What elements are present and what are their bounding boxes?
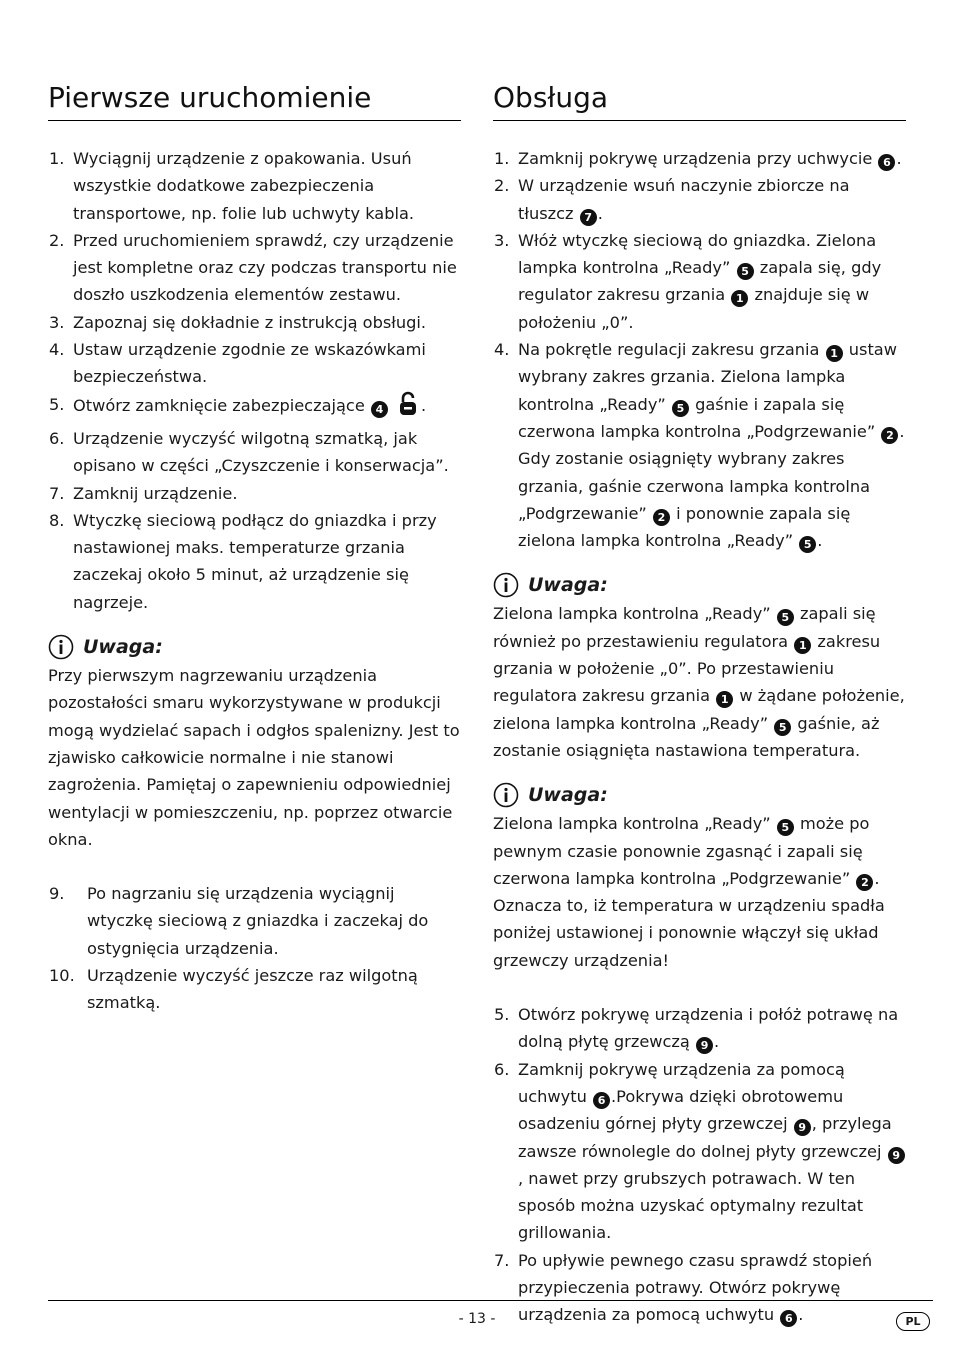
part-number-badge: 9	[696, 1037, 713, 1054]
list-item: 7. Zamknij urządzenie.	[49, 483, 238, 503]
part-number-badge: 1	[826, 345, 843, 362]
note-heading: Uwaga:	[48, 632, 461, 662]
list-item: 7. Po upływie pewnego czasu sprawdź stopień przypieczenia potrawy. Otwórz pokrywę urządzenia za pomocą uchwytu 6 .	[494, 1250, 873, 1326]
part-number-badge: 5	[777, 609, 794, 626]
unlock-icon	[395, 391, 421, 425]
list-item: 3. Włóż wtyczkę sieciową do gniazdka. Zielona lampka kontrolna „Ready” 5 zapala się, gdy regulator zakresu grzania 1 znajduje się w położeniu „0”.	[494, 230, 882, 332]
part-number-badge: 2	[881, 427, 898, 444]
part-number-badge: 9	[794, 1119, 811, 1136]
part-number-badge: 5	[777, 819, 794, 836]
part-number-badge: 1	[716, 691, 733, 708]
page-number: - 13 -	[458, 1311, 496, 1327]
list-item: 6. Zamknij pokrywę urządzenia za pomocą uchwytu 6 .Pokrywa dzięki obrotowemu osadzeniu górnej płyty grzewczej 9 , przylega zawsze równolegle do dolnej płyty grzewczej 9, nawet przy grubszych potrawach. W ten sposób można uzyskać optymalny rezultat grillowania.	[493, 1056, 906, 1247]
list-item: 8. Wtyczkę sieciową podłącz do gniazdka i przy nastawionej maks. temperaturze grzania zaczekaj około 5 minut, aż urządzenie się nagrzeje.	[49, 510, 437, 612]
operation-steps-continued	[493, 1001, 906, 1329]
note-text: Zielona lampka kontrolna „Ready” 5 może po pewnym czasie ponownie zgasnąć i zapali się czerwona lampka kontrolna „Podgrzewanie” 2 . Oznacza to, iż temperatura w urządzeniu spadła poniżej ustawionej i ponownie włączył się układ grzewczy urządzenia!	[493, 814, 885, 970]
list-item: 9. Po nagrzaniu się urządzenia wyciągnij wtyczkę sieciową z gniazdka i zaczekaj do ostygnięcia urządzenia.	[49, 884, 429, 958]
info-icon	[493, 572, 519, 598]
list-item: 6. Urządzenie wyczyść wilgotną szmatką, jak opisano w części „Czyszczenie i konserwacja”.	[49, 428, 449, 476]
part-number-badge: 4	[371, 401, 388, 418]
first-use-steps-continued	[48, 880, 461, 1016]
info-icon	[493, 782, 519, 808]
note-heading: Uwaga:	[493, 780, 906, 810]
list-item: 5. Otwórz zamknięcie zabezpieczające 4 .	[48, 391, 461, 425]
list-item: 1. Zamknij pokrywę urządzenia przy uchwycie 6 .	[494, 149, 902, 169]
part-number-badge: 2	[856, 874, 873, 891]
first-use-steps	[48, 145, 461, 616]
part-number-badge: 2	[653, 509, 670, 526]
right-column	[493, 78, 906, 1329]
part-number-badge: 1	[794, 637, 811, 654]
part-number-badge: 5	[672, 400, 689, 417]
list-item: 5. Otwórz pokrywę urządzenia i połóż potrawę na dolną płytę grzewczą 9 .	[494, 1005, 899, 1053]
footer-divider	[48, 1300, 933, 1301]
section-title-first-use: Pierwsze uruchomienie	[48, 78, 461, 121]
list-item: 3. Zapoznaj się dokładnie z instrukcją obsługi.	[49, 312, 427, 332]
part-number-badge: 6	[780, 1310, 797, 1327]
note-text: Przy pierwszym nagrzewaniu urządzenia pozostałości smaru wykorzystywane w produkcji mogą wydzielać sapach i odgłos spalenizny. Jest to zjawisko całkowicie normalne i nie stanowi zagrożenia. Pamiętaj o zapewnieniu odpowiedniej wentylacji w pomieszczeniu, np. poprzez otwarcie okna.	[48, 666, 460, 849]
list-item: 4. Na pokrętle regulacji zakresu grzania 1 ustaw wybrany zakres grzania. Zielona lampka kontrolna „Ready” 5 gaśnie i zapala się czerwona lampka kontrolna „Podgrzewanie” 2 . Gdy zostanie osiągnięty wybrany zakres grzania, gaśnie czerwona lampka kontrolna „Podgrzewanie” 2 i ponownie zapala się zielona lampka kontrolna „Ready” 5 .	[494, 340, 905, 552]
info-icon	[48, 634, 74, 660]
note-heading: Uwaga:	[493, 570, 906, 600]
list-item: 2. Przed uruchomieniem sprawdź, czy urządzenie jest kompletne oraz czy podczas transportu nie doszło uszkodzenia elementów zestawu.	[49, 230, 457, 305]
part-number-badge: 6	[593, 1092, 610, 1109]
note-text: Zielona lampka kontrolna „Ready” 5 zapali się również po przestawieniu regulatora 1 zakresu grzania w położenie „0”. Po przestawieniu regulatora zakresu grzania 1 w żądane położenie, zielona lampka kontrolna „Ready” 5 gaśnie, aż zostanie osiągnięta nastawiona temperatura.	[493, 604, 905, 760]
list-item: 1. Wyciągnij urządzenie z opakowania. Usuń wszystkie dodatkowe zabezpieczenia transportowe, np. folie lub uchwyty kabla.	[49, 149, 415, 223]
part-number-badge: 6	[878, 154, 895, 171]
part-number-badge: 5	[799, 536, 816, 553]
list-item: 4. Ustaw urządzenie zgodnie ze wskazówkami bezpieczeństwa.	[49, 340, 426, 387]
part-number-badge: 5	[774, 719, 791, 736]
part-number-badge: 5	[737, 263, 754, 280]
part-number-badge: 7	[580, 209, 597, 226]
part-number-badge: 1	[731, 290, 748, 307]
operation-steps	[493, 145, 906, 554]
list-item: 2. W urządzenie wsuń naczynie zbiorcze na tłuszcz 7 .	[494, 176, 850, 224]
list-item: 10. Urządzenie wyczyść jeszcze raz wilgotną szmatką.	[49, 966, 418, 1013]
language-badge: PL	[896, 1312, 930, 1331]
left-column	[48, 78, 461, 1017]
part-number-badge: 9	[888, 1147, 905, 1164]
section-title-operation: Obsługa	[493, 78, 906, 121]
